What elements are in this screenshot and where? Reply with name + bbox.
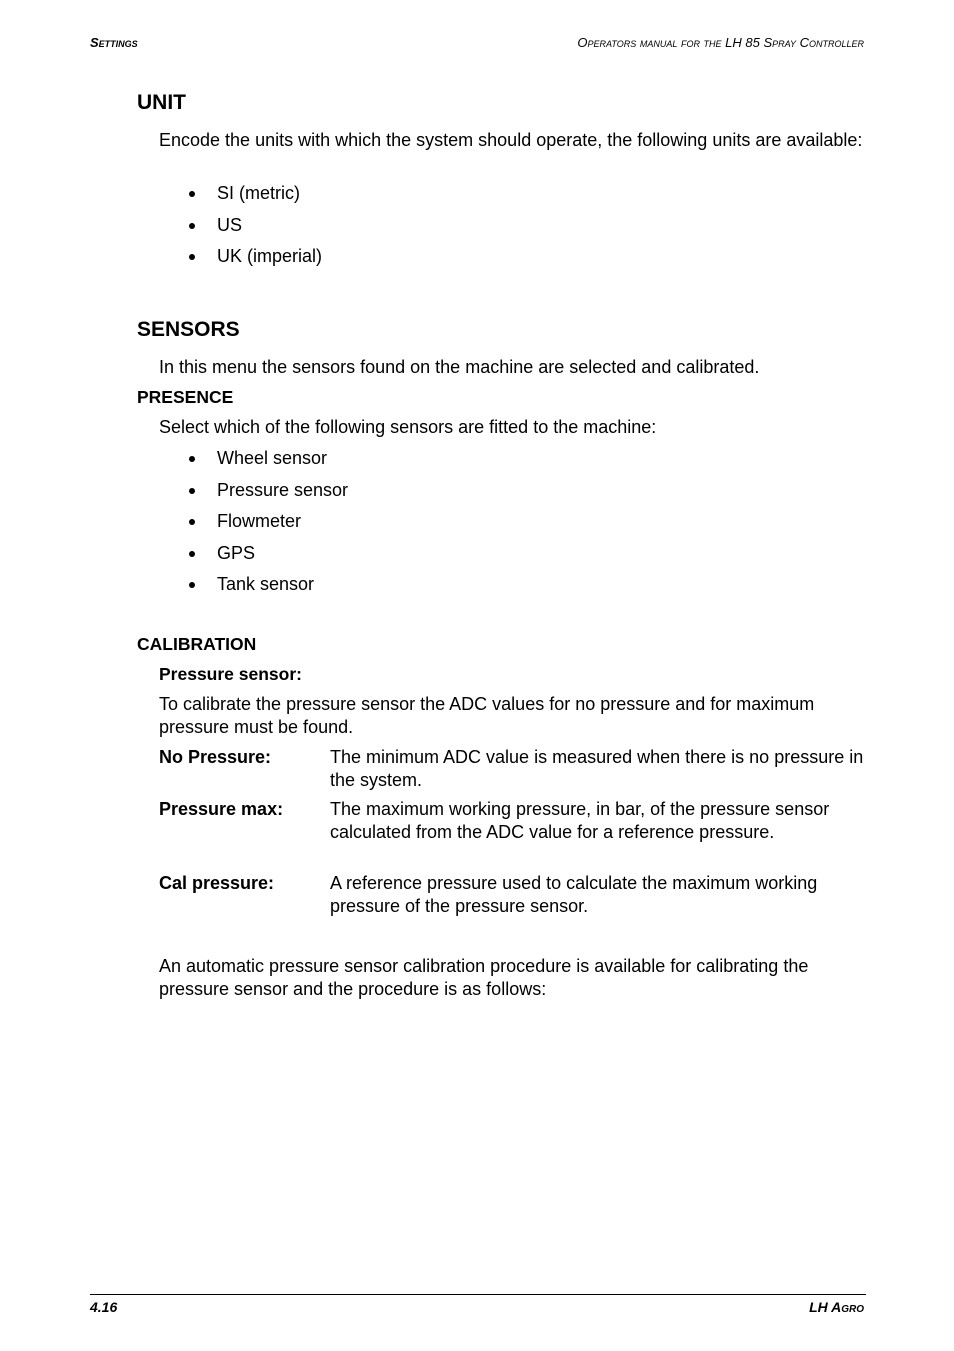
unit-heading: UNIT xyxy=(137,91,186,114)
list-item: Wheel sensor xyxy=(159,447,348,479)
presence-intro: Select which of the following sensors are fitted to the machine: xyxy=(159,417,657,437)
definition-desc: A reference pressure used to calculate the maximum working pressure of the pressure sensor. xyxy=(330,873,818,916)
page-number: 4.16 xyxy=(90,1299,118,1315)
definition-term: Pressure max: xyxy=(159,799,284,819)
presence-heading: PRESENCE xyxy=(137,387,234,407)
list-item: Pressure sensor xyxy=(159,479,348,511)
footer-company: LH Agro xyxy=(809,1299,864,1315)
pressure-sensor-subheading: Pressure sensor: xyxy=(159,664,302,684)
list-item: Tank sensor xyxy=(159,573,348,605)
definition-desc: The minimum ADC value is measured when there is no pressure in the system. xyxy=(330,747,864,790)
calibration-outro: An automatic pressure sensor calibration procedure is available for calibrating the pressure sensor and the procedure is as follows: xyxy=(159,956,809,999)
list-item: US xyxy=(159,214,322,246)
calibration-intro: To calibrate the pressure sensor the ADC values for no pressure and for maximum pressure must be found. xyxy=(159,694,815,737)
running-header-section: Settings xyxy=(90,35,138,50)
unit-intro: Encode the units with which the system should operate, the following units are available: xyxy=(159,130,863,150)
definition-term: No Pressure: xyxy=(159,747,272,767)
list-item: GPS xyxy=(159,542,348,574)
running-header-title: Operators manual for the LH 85 Spray Controller xyxy=(577,35,864,50)
presence-list xyxy=(159,447,348,605)
calibration-heading: CALIBRATION xyxy=(137,634,257,654)
unit-list xyxy=(159,182,322,277)
definition-desc: The maximum working pressure, in bar, of the pressure sensor calculated from the ADC value for a reference pressure. xyxy=(330,799,830,842)
list-item: Flowmeter xyxy=(159,510,348,542)
definition-term: Cal pressure: xyxy=(159,873,275,893)
sensors-intro: In this menu the sensors found on the machine are selected and calibrated. xyxy=(159,357,760,377)
footer-divider xyxy=(90,1294,866,1295)
list-item: UK (imperial) xyxy=(159,245,322,277)
sensors-heading: SENSORS xyxy=(137,318,240,341)
list-item: SI (metric) xyxy=(159,182,322,214)
